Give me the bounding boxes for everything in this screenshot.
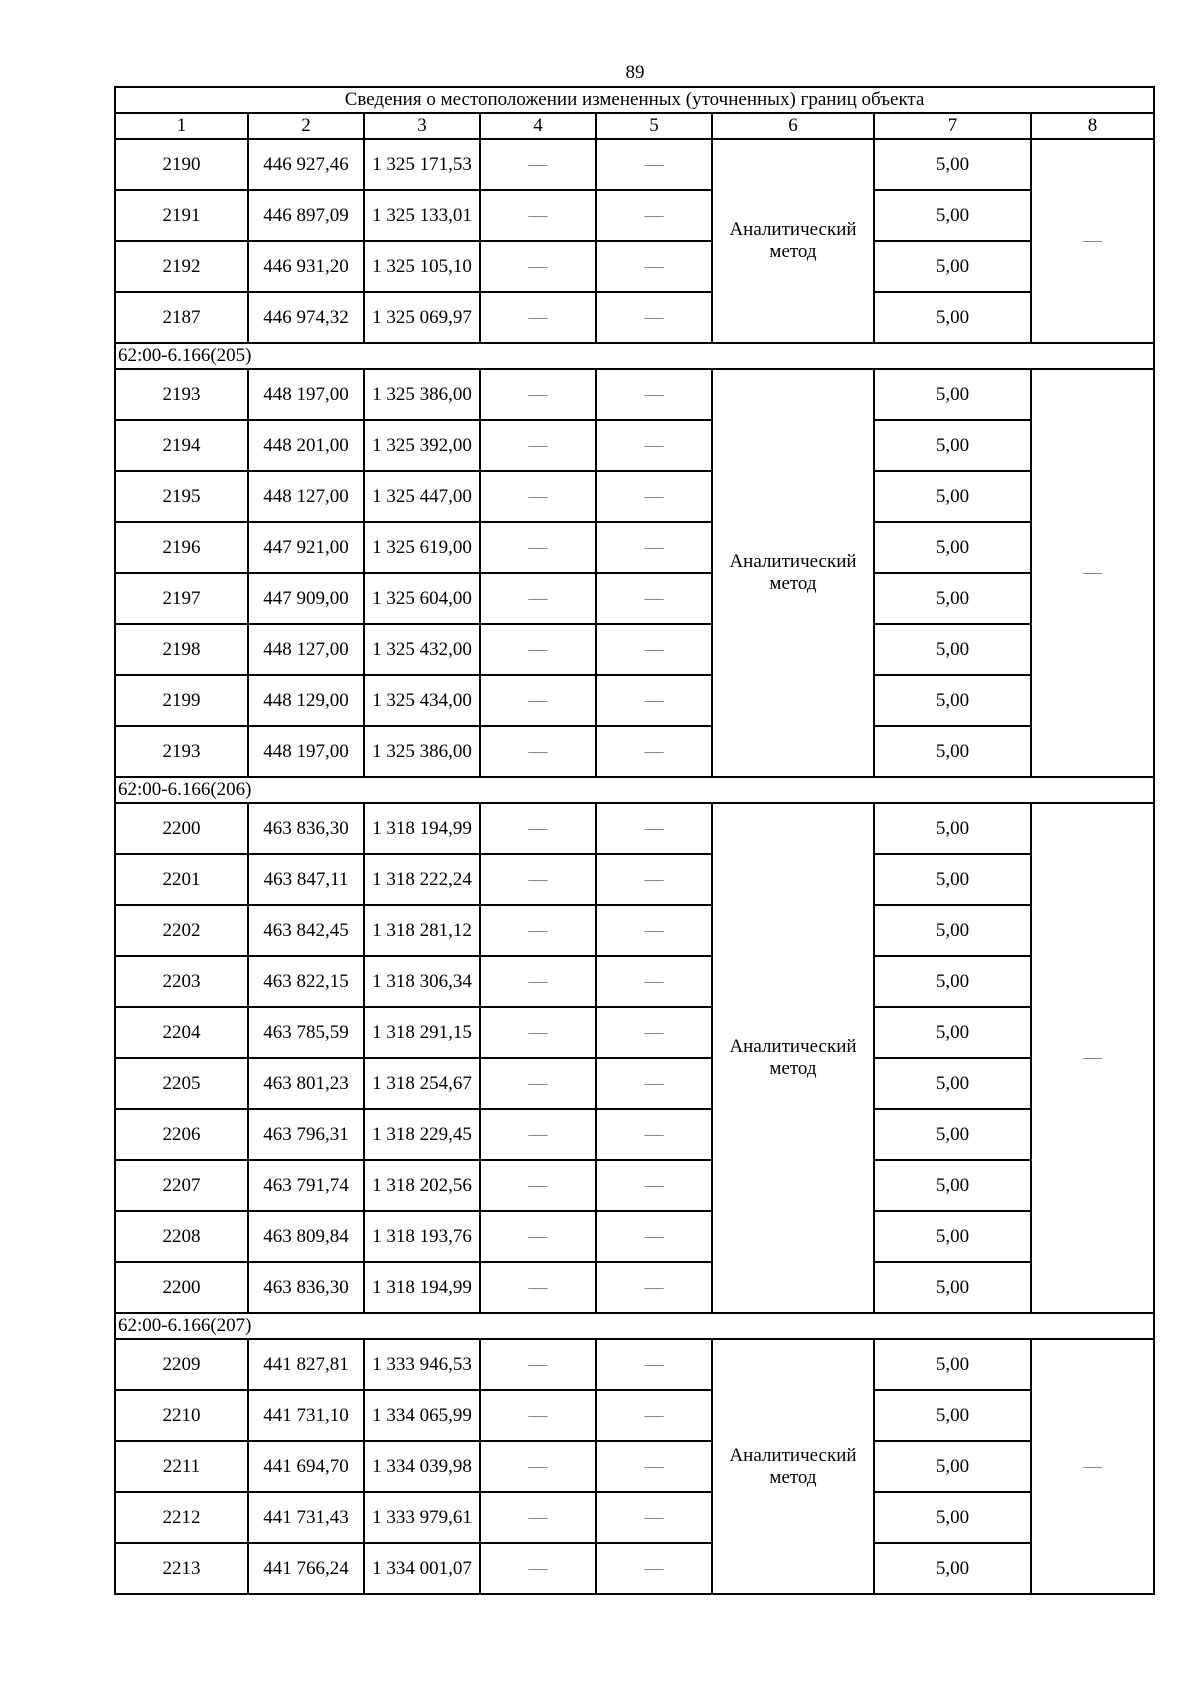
coordinate-y: 1 333 946,53 — [364, 1339, 480, 1390]
column-number: 1 — [115, 113, 248, 139]
column-5-value: — — [596, 675, 712, 726]
point-number: 2202 — [115, 905, 248, 956]
column-4-value: — — [480, 1160, 596, 1211]
column-4-value: — — [480, 1211, 596, 1262]
accuracy-value: 5,00 — [874, 1339, 1031, 1390]
table-row — [115, 1339, 1154, 1390]
column-5-value: — — [596, 292, 712, 343]
coordinate-y: 1 325 604,00 — [364, 573, 480, 624]
coordinate-y: 1 334 039,98 — [364, 1441, 480, 1492]
column-5-value: — — [596, 1390, 712, 1441]
column-4-value: — — [480, 1543, 596, 1594]
column-5-value: — — [596, 241, 712, 292]
coordinate-y: 1 325 133,01 — [364, 190, 480, 241]
coordinate-y: 1 325 619,00 — [364, 522, 480, 573]
coordinate-y: 1 318 291,15 — [364, 1007, 480, 1058]
accuracy-value: 5,00 — [874, 1262, 1031, 1313]
coordinate-y: 1 318 306,34 — [364, 956, 480, 1007]
table-row — [115, 139, 1154, 190]
point-number: 2193 — [115, 726, 248, 777]
accuracy-value: 5,00 — [874, 1390, 1031, 1441]
column-4-value: — — [480, 522, 596, 573]
coordinate-x: 441 694,70 — [248, 1441, 364, 1492]
accuracy-value: 5,00 — [874, 241, 1031, 292]
table-row — [115, 573, 1154, 624]
table-row — [115, 675, 1154, 726]
point-number: 2208 — [115, 1211, 248, 1262]
point-number: 2210 — [115, 1390, 248, 1441]
column-8-value: — — [1031, 369, 1154, 777]
column-4-value: — — [480, 1492, 596, 1543]
table-row — [115, 1007, 1154, 1058]
column-number: 5 — [596, 113, 712, 139]
coordinate-x: 441 731,10 — [248, 1390, 364, 1441]
table-row — [115, 1543, 1154, 1594]
table-row — [115, 241, 1154, 292]
column-4-value: — — [480, 139, 596, 190]
accuracy-value: 5,00 — [874, 956, 1031, 1007]
point-number: 2194 — [115, 420, 248, 471]
coordinate-x: 463 836,30 — [248, 1262, 364, 1313]
column-4-value: — — [480, 1262, 596, 1313]
accuracy-value: 5,00 — [874, 292, 1031, 343]
table-row — [115, 471, 1154, 522]
point-number: 2213 — [115, 1543, 248, 1594]
column-5-value: — — [596, 854, 712, 905]
coordinate-y: 1 325 432,00 — [364, 624, 480, 675]
accuracy-value: 5,00 — [874, 190, 1031, 241]
column-number-row — [115, 113, 1154, 139]
coordinate-y: 1 318 222,24 — [364, 854, 480, 905]
coordinate-y: 1 325 386,00 — [364, 369, 480, 420]
coordinate-y: 1 325 105,10 — [364, 241, 480, 292]
table-row — [115, 854, 1154, 905]
point-number: 2199 — [115, 675, 248, 726]
section-row — [115, 343, 1154, 369]
coordinate-x: 448 129,00 — [248, 675, 364, 726]
column-4-value: — — [480, 1058, 596, 1109]
table-row — [115, 1441, 1154, 1492]
column-4-value: — — [480, 1339, 596, 1390]
point-number: 2201 — [115, 854, 248, 905]
coordinate-y: 1 334 001,07 — [364, 1543, 480, 1594]
column-5-value: — — [596, 1007, 712, 1058]
point-number: 2206 — [115, 1109, 248, 1160]
accuracy-value: 5,00 — [874, 675, 1031, 726]
column-5-value: — — [596, 803, 712, 854]
coordinate-y: 1 318 202,56 — [364, 1160, 480, 1211]
coordinate-x: 448 197,00 — [248, 369, 364, 420]
column-4-value: — — [480, 956, 596, 1007]
accuracy-value: 5,00 — [874, 905, 1031, 956]
coordinate-y: 1 318 193,76 — [364, 1211, 480, 1262]
point-number: 2203 — [115, 956, 248, 1007]
column-number: 3 — [364, 113, 480, 139]
accuracy-value: 5,00 — [874, 726, 1031, 777]
coordinate-y: 1 318 254,67 — [364, 1058, 480, 1109]
coordinate-x: 463 822,15 — [248, 956, 364, 1007]
point-number: 2195 — [115, 471, 248, 522]
accuracy-value: 5,00 — [874, 369, 1031, 420]
column-5-value: — — [596, 1262, 712, 1313]
coordinate-x: 446 897,09 — [248, 190, 364, 241]
table-row — [115, 420, 1154, 471]
section-label: 62:00-6.166(206) — [115, 777, 1154, 803]
section-row — [115, 777, 1154, 803]
point-number: 2200 — [115, 1262, 248, 1313]
page-number: 89 — [625, 62, 645, 83]
table-row — [115, 1390, 1154, 1441]
column-4-value: — — [480, 369, 596, 420]
column-5-value: — — [596, 1543, 712, 1594]
column-5-value: — — [596, 471, 712, 522]
column-4-value: — — [480, 573, 596, 624]
method-cell: Аналитический метод — [712, 139, 874, 343]
table-row — [115, 522, 1154, 573]
table-row — [115, 292, 1154, 343]
coordinate-x: 463 801,23 — [248, 1058, 364, 1109]
coordinate-y: 1 325 434,00 — [364, 675, 480, 726]
accuracy-value: 5,00 — [874, 624, 1031, 675]
section-label: 62:00-6.166(207) — [115, 1313, 1154, 1339]
coordinate-y: 1 325 386,00 — [364, 726, 480, 777]
column-4-value: — — [480, 292, 596, 343]
accuracy-value: 5,00 — [874, 854, 1031, 905]
column-5-value: — — [596, 1058, 712, 1109]
section-row — [115, 1313, 1154, 1339]
column-4-value: — — [480, 905, 596, 956]
column-4-value: — — [480, 803, 596, 854]
column-number: 7 — [874, 113, 1031, 139]
accuracy-value: 5,00 — [874, 1211, 1031, 1262]
accuracy-value: 5,00 — [874, 1492, 1031, 1543]
coordinate-y: 1 318 281,12 — [364, 905, 480, 956]
accuracy-value: 5,00 — [874, 1007, 1031, 1058]
table-row — [115, 1160, 1154, 1211]
point-number: 2187 — [115, 292, 248, 343]
method-cell: Аналитический метод — [712, 803, 874, 1313]
coordinate-x: 446 931,20 — [248, 241, 364, 292]
column-4-value: — — [480, 190, 596, 241]
column-4-value: — — [480, 1390, 596, 1441]
coordinate-x: 441 731,43 — [248, 1492, 364, 1543]
coordinate-x: 463 796,31 — [248, 1109, 364, 1160]
coordinate-x: 463 809,84 — [248, 1211, 364, 1262]
point-number: 2192 — [115, 241, 248, 292]
column-5-value: — — [596, 522, 712, 573]
column-number: 8 — [1031, 113, 1154, 139]
coordinate-x: 448 127,00 — [248, 471, 364, 522]
table-row — [115, 1058, 1154, 1109]
column-4-value: — — [480, 471, 596, 522]
column-4-value: — — [480, 854, 596, 905]
table-row — [115, 1262, 1154, 1313]
coordinate-x: 463 842,45 — [248, 905, 364, 956]
point-number: 2212 — [115, 1492, 248, 1543]
point-number: 2211 — [115, 1441, 248, 1492]
column-5-value: — — [596, 905, 712, 956]
column-5-value: — — [596, 1160, 712, 1211]
point-number: 2190 — [115, 139, 248, 190]
table-row — [115, 1211, 1154, 1262]
column-5-value: — — [596, 369, 712, 420]
column-5-value: — — [596, 190, 712, 241]
column-number: 4 — [480, 113, 596, 139]
coordinate-y: 1 325 069,97 — [364, 292, 480, 343]
column-4-value: — — [480, 420, 596, 471]
column-4-value: — — [480, 241, 596, 292]
column-5-value: — — [596, 1441, 712, 1492]
coordinate-x: 463 836,30 — [248, 803, 364, 854]
coordinate-x: 448 201,00 — [248, 420, 364, 471]
accuracy-value: 5,00 — [874, 471, 1031, 522]
column-5-value: — — [596, 726, 712, 777]
accuracy-value: 5,00 — [874, 139, 1031, 190]
column-4-value: — — [480, 1007, 596, 1058]
table-row — [115, 1492, 1154, 1543]
accuracy-value: 5,00 — [874, 1160, 1031, 1211]
point-number: 2200 — [115, 803, 248, 854]
table-row — [115, 726, 1154, 777]
column-8-value: — — [1031, 139, 1154, 343]
coordinate-x: 447 921,00 — [248, 522, 364, 573]
column-5-value: — — [596, 624, 712, 675]
column-4-value: — — [480, 726, 596, 777]
table-row — [115, 369, 1154, 420]
column-4-value: — — [480, 1109, 596, 1160]
point-number: 2197 — [115, 573, 248, 624]
coordinate-y: 1 318 194,99 — [364, 1262, 480, 1313]
table-caption: Сведения о местоположении измененных (уточненных) границ объекта — [115, 87, 1154, 113]
column-5-value: — — [596, 1211, 712, 1262]
method-cell: Аналитический метод — [712, 369, 874, 777]
coordinate-x: 463 785,59 — [248, 1007, 364, 1058]
column-number: 2 — [248, 113, 364, 139]
point-number: 2207 — [115, 1160, 248, 1211]
coordinate-y: 1 318 194,99 — [364, 803, 480, 854]
column-5-value: — — [596, 139, 712, 190]
column-5-value: — — [596, 1339, 712, 1390]
table-row — [115, 624, 1154, 675]
table-row — [115, 803, 1154, 854]
boundary-coordinates-table — [114, 86, 1155, 1595]
accuracy-value: 5,00 — [874, 420, 1031, 471]
table-row — [115, 1109, 1154, 1160]
coordinate-x: 448 127,00 — [248, 624, 364, 675]
column-4-value: — — [480, 1441, 596, 1492]
section-label: 62:00-6.166(205) — [115, 343, 1154, 369]
accuracy-value: 5,00 — [874, 1543, 1031, 1594]
point-number: 2196 — [115, 522, 248, 573]
coordinate-x: 448 197,00 — [248, 726, 364, 777]
column-4-value: — — [480, 675, 596, 726]
coordinate-x: 446 927,46 — [248, 139, 364, 190]
point-number: 2193 — [115, 369, 248, 420]
method-cell: Аналитический метод — [712, 1339, 874, 1594]
coordinate-y: 1 325 171,53 — [364, 139, 480, 190]
coordinate-x: 463 847,11 — [248, 854, 364, 905]
column-5-value: — — [596, 573, 712, 624]
column-number: 6 — [712, 113, 874, 139]
point-number: 2205 — [115, 1058, 248, 1109]
coordinate-y: 1 333 979,61 — [364, 1492, 480, 1543]
accuracy-value: 5,00 — [874, 1441, 1031, 1492]
column-8-value: — — [1031, 803, 1154, 1313]
accuracy-value: 5,00 — [874, 1109, 1031, 1160]
point-number: 2191 — [115, 190, 248, 241]
table-row — [115, 190, 1154, 241]
column-8-value: — — [1031, 1339, 1154, 1594]
point-number: 2209 — [115, 1339, 248, 1390]
coordinate-y: 1 325 447,00 — [364, 471, 480, 522]
coordinate-x: 446 974,32 — [248, 292, 364, 343]
column-5-value: — — [596, 956, 712, 1007]
coordinate-x: 447 909,00 — [248, 573, 364, 624]
coordinate-x: 463 791,74 — [248, 1160, 364, 1211]
accuracy-value: 5,00 — [874, 522, 1031, 573]
coordinate-y: 1 334 065,99 — [364, 1390, 480, 1441]
coordinate-y: 1 325 392,00 — [364, 420, 480, 471]
table-row — [115, 905, 1154, 956]
accuracy-value: 5,00 — [874, 573, 1031, 624]
table-row — [115, 956, 1154, 1007]
accuracy-value: 5,00 — [874, 1058, 1031, 1109]
column-4-value: — — [480, 624, 596, 675]
point-number: 2204 — [115, 1007, 248, 1058]
coordinate-y: 1 318 229,45 — [364, 1109, 480, 1160]
column-5-value: — — [596, 420, 712, 471]
coordinate-x: 441 827,81 — [248, 1339, 364, 1390]
column-5-value: — — [596, 1492, 712, 1543]
coordinate-x: 441 766,24 — [248, 1543, 364, 1594]
point-number: 2198 — [115, 624, 248, 675]
accuracy-value: 5,00 — [874, 803, 1031, 854]
column-5-value: — — [596, 1109, 712, 1160]
